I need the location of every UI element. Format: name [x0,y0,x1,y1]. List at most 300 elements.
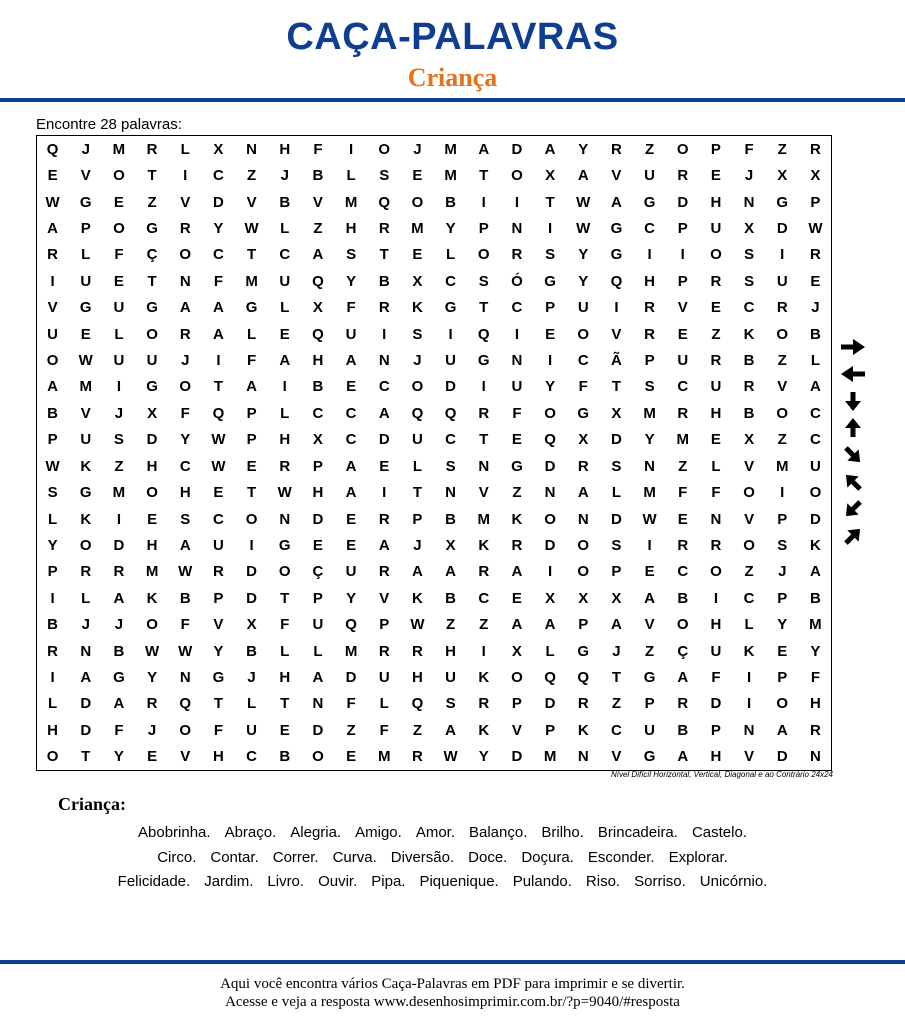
grid-cell: B [246,642,257,660]
grid-cell: N [445,484,456,502]
grid-cell: I [448,325,453,343]
word-item: Castelo. [691,824,747,841]
grid-cell: I [680,246,685,264]
grid-cell: B [279,748,291,766]
grid-cell: F [711,669,721,687]
grid-cell: O [544,510,556,528]
grid-cell: B [47,616,58,634]
grid-cell: M [344,642,358,660]
grid-cell: W [211,457,226,475]
grid-cell: A [511,616,523,634]
grid-cell: G [444,299,457,317]
grid-cell: T [611,669,621,687]
grid-cell: R [378,219,390,237]
grid-cell: T [479,431,489,449]
grid-cell: I [547,352,553,370]
grid-cell: O [378,140,391,158]
grid-cell: E [113,272,124,290]
grid-cell: E [113,193,124,211]
grid-cell: K [80,510,92,528]
grid-cell: O [113,219,125,237]
grid-cell: Y [113,748,124,766]
grid-cell: W [178,642,193,660]
grid-cell: R [577,695,589,713]
grid-cell: I [282,378,287,396]
grid-cell: P [545,721,556,739]
grid-cell: D [312,510,324,528]
grid-cell: I [116,378,121,396]
grid-cell: Z [147,193,157,211]
grid-cell: C [511,299,523,317]
grid-cell: M [775,457,789,475]
grid-cell: C [743,299,755,317]
grid-cell: X [545,589,556,607]
grid-cell: J [811,299,820,317]
grid-cell: Z [777,140,787,158]
grid-cell: L [346,167,356,185]
word-item: Alegria. [290,824,342,841]
grid-cell: S [545,246,556,264]
grid-cell: U [345,325,357,343]
grid-cell: G [278,536,291,554]
grid-cell: P [312,589,323,607]
grid-cell: A [378,536,390,554]
arrow-up-right-icon [838,525,868,547]
grid-cell: R [677,695,689,713]
word-item: Brincadeira. [597,824,678,841]
grid-cell: G [643,748,656,766]
grid-cell: M [444,167,457,185]
grid-cell: L [280,299,290,317]
grid-cell: E [346,536,357,554]
grid-cell: G [610,246,623,264]
grid-cell: I [713,589,718,607]
word-item: Unicórnio. [699,873,768,890]
grid-cell: J [81,616,90,634]
grid-cell: R [378,299,390,317]
grid-cell: O [809,484,822,502]
grid-cell: E [346,748,357,766]
grid-cell: Z [644,642,655,660]
grid-cell: O [278,563,291,581]
grid-cell: C [809,431,821,449]
grid-cell: P [246,431,257,449]
grid-cell: R [378,563,390,581]
grid-cell: O [146,616,158,634]
grid-cell: R [113,563,125,581]
grid-cell: L [611,484,621,502]
grid-cell: W [178,563,193,581]
grid-cell: U [279,272,291,290]
direction-legend [838,336,874,552]
grid-cell: B [312,378,324,396]
grid-cell: Z [611,695,621,713]
grid-cell: J [147,721,157,739]
grid-cell: E [147,510,158,528]
grid-cell: A [644,589,655,607]
grid-cell: R [644,325,655,343]
grid-cell: I [746,669,752,687]
grid-cell: C [677,563,689,581]
grid-cell: D [677,193,689,211]
grid-cell: Y [578,272,589,290]
grid-cell: M [676,431,689,449]
grid-cell: Y [346,589,357,607]
grid-cell: W [443,748,458,766]
grid-cell: Q [411,404,424,422]
grid-cell: L [246,325,257,343]
grid-cell: Y [545,378,556,396]
grid-cell: L [81,246,91,264]
grid-cell: Y [47,536,58,554]
grid-cell: L [545,642,555,660]
grid-cell: P [710,140,721,158]
grid-cell: X [412,272,423,290]
grid-cell: P [777,669,788,687]
word-item: Abraço. [224,824,277,841]
grid-cell: Z [346,721,356,739]
grid-cell: O [577,536,590,554]
arrow-right-icon [838,336,868,358]
grid-cell: Y [213,219,224,237]
footer-line-2: Acesse e veja a resposta www.desenhosimprimir.com.br/?p=9040/#resposta [225,994,680,1010]
grid-cell: C [312,404,324,422]
grid-cell: H [809,695,821,713]
grid-cell: U [411,431,423,449]
grid-cell: R [378,510,390,528]
grid-cell: S [445,457,456,475]
grid-cell: K [478,669,490,687]
top-divider [0,98,905,102]
grid-cell: A [445,721,456,739]
word-item: Piquenique. [419,873,499,890]
word-item: Contar. [210,849,259,866]
grid-cell: R [80,563,92,581]
grid-cell: Y [180,431,191,449]
word-item: Balanço. [469,824,528,841]
grid-cell: R [677,167,689,185]
grid-cell: G [79,193,92,211]
grid-cell: G [643,193,656,211]
grid-cell: K [411,299,423,317]
grid-cell: W [211,431,226,449]
grid-cell: G [610,219,623,237]
grid-cell: A [776,721,788,739]
arrow-up-icon [838,417,868,439]
grid-cell: U [710,219,722,237]
grid-cell: N [80,642,92,660]
bottom-divider [0,960,905,964]
grid-cell: L [246,695,257,713]
arrow-down-left-icon [838,498,868,520]
grid-cell: X [744,431,755,449]
grid-cell: D [345,669,357,687]
grid-cell: M [377,748,391,766]
grid-cell: A [345,352,357,370]
grid-cell: Ç [677,642,689,660]
grid-cell: X [445,536,456,554]
grid-cell: P [47,563,58,581]
level-note: Nível Difícil Horizontal, Vertical, Diagonal e ao Contrário 24x24 [610,770,833,779]
grid-cell: H [644,272,655,290]
grid-cell: O [676,616,689,634]
grid-cell: R [776,299,788,317]
grid-cell: A [80,669,92,687]
grid-cell: I [216,352,221,370]
grid-cell: J [778,563,787,581]
grid-cell: H [312,352,324,370]
grid-cell: G [113,669,125,687]
grid-cell: E [511,589,522,607]
page-subtitle: Criança [407,63,498,92]
grid-cell: O [146,484,158,502]
grid-cell: V [246,193,257,211]
grid-cell: H [445,642,456,660]
grid-cell: Z [744,563,754,581]
grid-cell: B [677,589,689,607]
grid-cell: U [710,642,722,660]
grid-cell: T [213,378,223,396]
grid-cell: I [481,642,486,660]
grid-cell: P [545,299,556,317]
grid-cell: L [445,246,456,264]
grid-cell: J [247,669,256,687]
grid-cell: D [809,510,821,528]
grid-cell: G [544,272,556,290]
grid-cell: V [777,378,788,396]
grid-cell: H [710,193,722,211]
grid-cell: T [81,748,91,766]
grid-cell: Ã [610,352,622,370]
word-item: Felicidade. [117,873,191,890]
grid-cell: G [146,219,158,237]
grid-cell: D [610,431,622,449]
grid-cell: Q [610,272,623,290]
word-item: Amor. [415,824,455,841]
grid-cell: R [710,536,722,554]
grid-cell: I [382,484,387,502]
grid-cell: P [578,616,589,634]
grid-cell: C [212,167,224,185]
grid-cell: W [576,193,591,211]
grid-cell: A [809,563,821,581]
grid-cell: H [279,140,291,158]
grid-cell: I [780,246,785,264]
grid-cell: A [312,669,324,687]
grid-cell: P [710,721,721,739]
grid-cell: X [545,167,556,185]
grid-cell: Q [477,325,490,343]
grid-cell: A [47,378,58,396]
grid-cell: J [81,140,90,158]
grid-cell: I [780,484,785,502]
grid-cell: U [445,352,456,370]
grid-cell: L [81,589,91,607]
grid-cell: L [280,642,290,660]
grid-cell: G [643,669,656,687]
grid-cell: U [511,378,523,396]
word-item: Jardim. [204,873,254,890]
grid-cell: H [212,748,224,766]
word-item: Circo. [157,849,197,866]
grid-cell: Y [810,642,821,660]
grid-cell: B [445,193,456,211]
grid-cell: R [610,140,622,158]
grid-cell: K [146,589,158,607]
grid-cell: A [577,167,589,185]
grid-cell: S [744,246,755,264]
grid-cell: R [710,352,722,370]
grid-cell: O [113,167,125,185]
grid-cell: A [577,484,589,502]
grid-cell: O [411,378,424,396]
grid-cell: E [246,457,257,475]
arrow-down-icon [838,390,868,412]
word-item: Sorriso. [634,873,686,890]
grid-cell: I [547,219,553,237]
grid-cell: F [810,669,820,687]
grid-cell: W [576,219,591,237]
grid-cell: H [146,457,158,475]
grid-cell: E [545,325,556,343]
grid-cell: R [710,272,722,290]
grid-cell: Y [578,246,589,264]
word-item: Doce. [468,849,508,866]
grid-cell: E [412,246,423,264]
grid-cell: W [144,642,160,660]
grid-cell: G [511,457,523,475]
grid-cell: O [710,246,722,264]
word-item: Brilho. [541,824,584,841]
word-item: Esconder. [587,849,655,866]
grid-cell: R [809,246,821,264]
grid-cell: A [345,457,357,475]
grid-cell: Z [644,140,655,158]
grid-cell: R [179,219,191,237]
grid-cell: V [312,193,323,211]
grid-cell: I [514,325,519,343]
grid-cell: O [511,669,523,687]
grid-cell: E [346,510,357,528]
grid-cell: A [677,748,689,766]
grid-cell: Z [777,431,787,449]
grid-cell: K [577,721,589,739]
grid-cell: F [180,616,190,634]
grid-cell: X [777,167,788,185]
grid-cell: J [612,642,621,660]
grid-cell: F [678,484,688,502]
grid-cell: B [743,352,755,370]
grid-cell: P [644,352,655,370]
grid-cell: N [743,721,755,739]
grid-cell: C [610,721,622,739]
grid-cell: R [378,642,390,660]
grid-cell: H [710,748,722,766]
grid-cell: G [146,378,158,396]
word-item: Curva. [332,849,377,866]
grid-cell: N [544,484,556,502]
grid-cell: U [445,669,456,687]
grid-cell: A [511,563,523,581]
grid-cell: D [511,140,523,158]
grid-cell: P [80,219,91,237]
grid-cell: A [809,378,821,396]
grid-cell: H [179,484,191,502]
word-item: Explorar. [668,849,728,866]
grid-cell: K [478,536,490,554]
grid-cell: D [146,431,158,449]
grid-cell: P [677,219,688,237]
grid-cell: R [47,642,58,660]
grid-cell: M [643,404,656,422]
grid-cell: P [777,589,788,607]
grid-cell: S [445,695,456,713]
grid-cell: S [611,457,622,475]
grid-cell: W [244,219,259,237]
grid-cell: V [47,299,58,317]
grid-cell: V [744,748,755,766]
grid-cell: L [47,695,58,713]
grid-cell: A [544,140,556,158]
grid-cell: N [312,695,324,713]
grid-cell: H [279,669,291,687]
grid-cell: Z [711,325,721,343]
grid-cell: F [379,721,389,739]
grid-cell: M [79,378,92,396]
word-item: Diversão. [390,849,455,866]
grid-cell: P [644,695,655,713]
grid-cell: L [47,510,58,528]
word-item: Pipa. [371,873,406,890]
grid-cell: P [412,510,423,528]
grid-cell: V [677,299,688,317]
grid-cell: R [146,695,158,713]
grid-cell: E [644,563,655,581]
grid-cell: E [710,167,721,185]
grid-cell: V [180,748,191,766]
grid-cell: B [677,721,689,739]
grid-cell: T [213,695,223,713]
grid-cell: P [611,563,622,581]
grid-cell: O [411,193,424,211]
grid-cell: A [212,325,224,343]
grid-cell: V [644,616,655,634]
grid-cell: N [710,510,722,528]
grid-cell: E [379,457,390,475]
grid-cell: B [809,589,821,607]
grid-cell: A [212,299,224,317]
grid-cell: I [116,510,121,528]
grid-cell: Ó [511,272,523,290]
grid-cell: E [312,536,323,554]
word-list-line [0,824,885,841]
grid-cell: P [677,272,688,290]
grid-cell: H [312,484,324,502]
grid-cell: R [644,299,655,317]
grid-cell: L [114,325,124,343]
word-item: Abobrinha. [138,824,211,841]
grid-cell: I [614,299,619,317]
grid-cell: M [444,140,457,158]
grid-cell: I [514,193,519,211]
grid-cell: L [180,140,190,158]
grid-cell: D [246,589,257,607]
grid-cell: P [511,695,522,713]
grid-cell: G [477,352,490,370]
grid-cell: F [213,721,223,739]
grid-cell: N [644,457,655,475]
grid-cell: W [45,193,60,211]
